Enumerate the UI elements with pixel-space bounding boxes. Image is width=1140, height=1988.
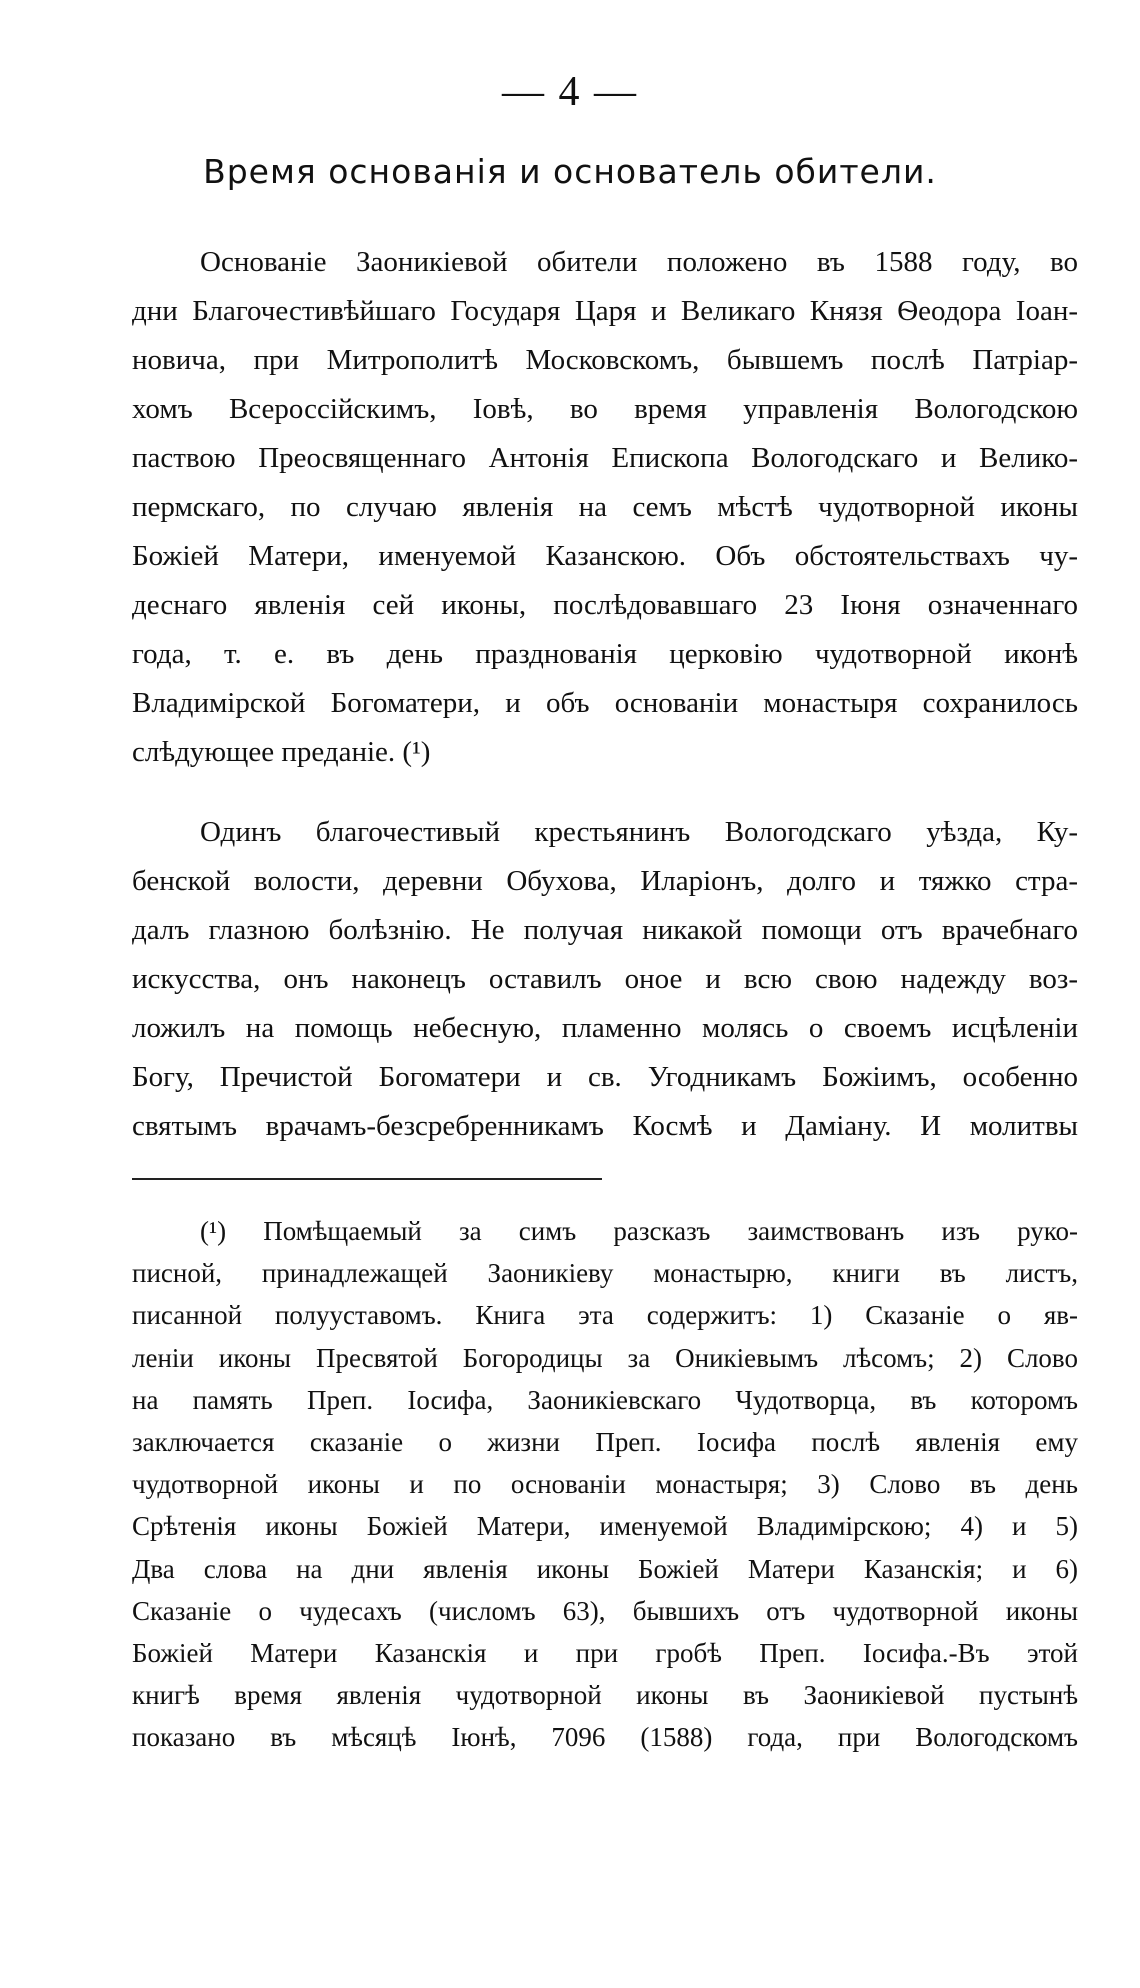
- footnote-divider: [132, 1178, 602, 1180]
- paragraph-2: [132, 808, 1078, 1151]
- footnote-line: Сказаніе о чудесахъ (числомъ 63), бывшихъ отъ чудотворной иконы: [132, 1595, 1078, 1626]
- paragraph-1: [132, 238, 1078, 777]
- text-line-last: [132, 728, 1078, 777]
- chapter-heading: Время основанія и основатель обители.: [203, 152, 937, 191]
- text-line: хомъ Всероссійскимъ, Іовѣ, во время управленія Вологодскою: [132, 393, 1078, 425]
- text-line-content: слѣдующее преданіе.: [132, 736, 396, 768]
- text-line: пермскаго, по случаю явленія на семъ мѣстѣ чудотворной иконы: [132, 491, 1078, 523]
- footnote-line: писанной полууставомъ. Книга эта содержитъ: 1) Сказаніе о яв-: [132, 1300, 1078, 1331]
- text-line: ложилъ на помощь небесную, пламенно молясь о своемъ исцѣленіи: [132, 1012, 1078, 1044]
- text-line: бенской волости, деревни Обухова, Иларіонъ, долго и тяжко стра-: [132, 865, 1078, 897]
- text-line: святымъ врачамъ-безсребренникамъ Космѣ и Даміану. И молитвы: [132, 1110, 1078, 1142]
- text-line: дни Благочестивѣйшаго Государя Царя и Великаго Князя Ѳеодора Іоан-: [132, 295, 1078, 327]
- text-line: паствою Преосвященнаго Антонія Епископа Вологодскаго и Велико-: [132, 442, 1078, 474]
- text-line: деснаго явленія сей иконы, послѣдовавшаго 23 Іюня означеннаго: [132, 589, 1078, 621]
- footnote-line: на память Преп. Іосифа, Заоникіевскаго Чудотворца, въ которомъ: [132, 1384, 1078, 1415]
- footnote-line: леніи иконы Пресвятой Богородицы за Оникіевымъ лѣсомъ; 2) Слово: [132, 1342, 1078, 1373]
- footnote-line: чудотворной иконы и по основаніи монастыря; 3) Слово въ день: [132, 1469, 1078, 1500]
- footnote-line: показано въ мѣсяцѣ Іюнѣ, 7096 (1588) года, при Вологодскомъ: [132, 1722, 1078, 1753]
- text-line: новича, при Митрополитѣ Московскомъ, бывшемъ послѣ Патріар-: [132, 344, 1078, 376]
- footnote-reference: (¹): [402, 736, 431, 768]
- footnote-line: книгѣ время явленія чудотворной иконы въ Заоникіевой пустынѣ: [132, 1680, 1078, 1711]
- text-line: Владимірской Богоматери, и объ основаніи монастыря сохранилось: [132, 687, 1078, 719]
- footnote: [132, 1210, 1078, 1758]
- text-line: далъ глазною болѣзнію. Не получая никакой помощи отъ врачебнаго: [132, 914, 1078, 946]
- text-line: Божіей Матери, именуемой Казанскою. Объ обстоятельствахъ чу-: [132, 540, 1078, 572]
- text-line: Богу, Пречистой Богоматери и св. Угодникамъ Божіимъ, особенно: [132, 1061, 1078, 1093]
- footnote-line: Срѣтенія иконы Божіей Матери, именуемой Владимірскою; 4) и 5): [132, 1511, 1078, 1542]
- footnote-line: писной, принадлежащей Заоникіеву монастырю, книги въ листъ,: [132, 1258, 1078, 1289]
- text-line: искусства, онъ наконецъ оставилъ оное и всю свою надежду воз-: [132, 963, 1078, 995]
- footnote-line: Божіей Матери Казанскія и при гробѣ Преп. Іосифа.-Въ этой: [132, 1637, 1078, 1668]
- footnote-line: заключается сказаніе о жизни Преп. Іосифа послѣ явленія ему: [132, 1426, 1078, 1457]
- page-number: — 4 —: [502, 69, 638, 115]
- text-line: Одинъ благочестивый крестьянинъ Вологодскаго уѣзда, Ку-: [200, 816, 1078, 848]
- footnote-line: Два слова на дни явленія иконы Божіей Матери Казанскія; и 6): [132, 1553, 1078, 1584]
- footnote-line: (¹) Помѣщаемый за симъ разсказъ заимствованъ изъ руко-: [200, 1216, 1078, 1246]
- text-line: Основаніе Заоникіевой обители положено въ 1588 году, во: [200, 246, 1078, 278]
- text-line: года, т. е. въ день празднованія церковію чудотворной иконѣ: [132, 638, 1078, 670]
